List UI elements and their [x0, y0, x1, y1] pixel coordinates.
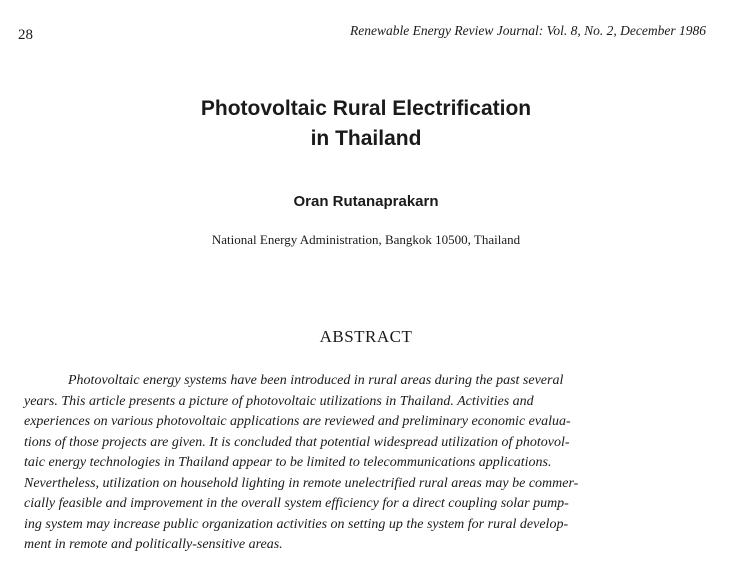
abstract-line: years. This article presents a picture of photovoltaic utilizations in Thailand. Activities and — [24, 393, 534, 409]
author-affiliation: National Energy Administration, Bangkok 10500, Thailand — [211, 232, 521, 247]
article-title — [0, 94, 732, 154]
abstract-line: experiences on various photovoltaic applications are reviewed and preliminary economic evalua- — [24, 414, 571, 429]
abstract-line: ing system may increase public organization activities on setting up the system for rural develop- — [24, 516, 569, 532]
abstract-line: taic energy technologies in Thailand appear to be limited to telecommunications applications. — [24, 455, 552, 470]
abstract-body — [24, 371, 710, 556]
abstract-line: tions of those projects are given. It is concluded that potential widespread utilization of photovol- — [24, 434, 570, 450]
title-line-2: in Thailand — [310, 127, 422, 150]
author-name: Oran Rutanaprakarn — [293, 193, 439, 210]
abstract-line: Nevertheless, utilization on household lighting in remote unelectrified rural areas may be commer- — [24, 475, 579, 491]
abstract-heading: ABSTRACT — [319, 327, 413, 346]
abstract-line: cially feasible and improvement in the overall system efficiency for a direct coupling solar pump- — [24, 496, 569, 511]
journal-reference: Renewable Energy Review Journal: Vol. 8, No. 2, December 1986 — [349, 23, 706, 38]
title-line-1: Photovoltaic Rural Electrification — [200, 97, 532, 120]
abstract-line: ment in remote and politically-sensitive areas. — [24, 537, 283, 552]
abstract-line: Photovoltaic energy systems have been introduced in rural areas during the past several — [68, 373, 564, 388]
page-number: 28 — [18, 27, 33, 43]
